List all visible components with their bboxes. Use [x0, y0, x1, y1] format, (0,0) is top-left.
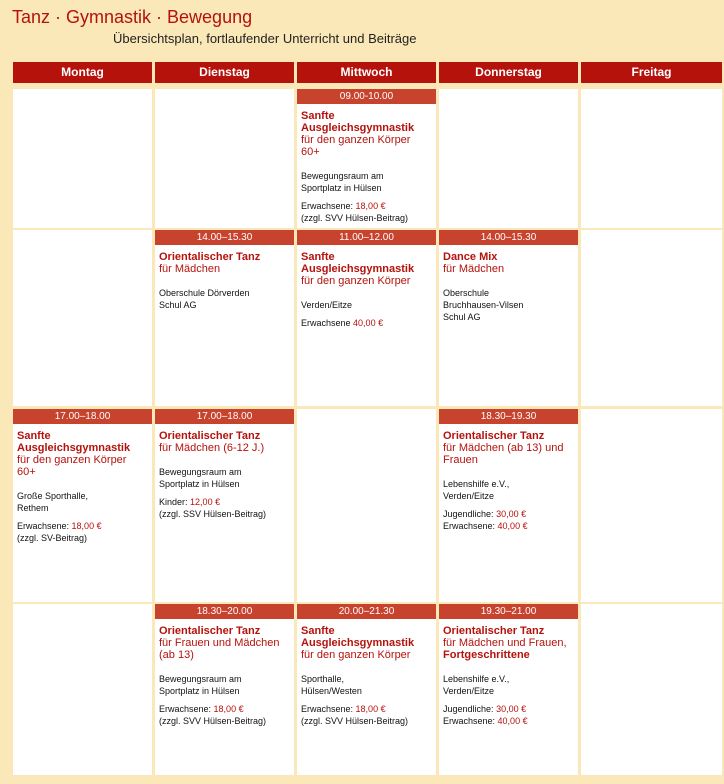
empty-cell	[581, 89, 722, 228]
course-time: 17.00–18.00	[155, 409, 294, 424]
course-time: 11.00–12.00	[297, 230, 436, 245]
empty-cell	[155, 89, 294, 228]
empty-cell	[439, 89, 578, 228]
price-label: Jugendliche:	[443, 704, 494, 714]
course-audience: für den ganzen Körper	[301, 649, 411, 661]
price-label: Jugendliche:	[443, 509, 494, 519]
course-location: Sporthalle,	[301, 674, 345, 684]
course-cell	[297, 89, 436, 228]
course-location: Lebenshilfe e.V.,	[443, 674, 510, 684]
course-time: 14.00–15.30	[439, 230, 578, 245]
price-amount: 12,00 €	[190, 497, 221, 507]
course-location: Bruchhausen-Vilsen	[443, 300, 524, 310]
day-header-donnerstag: Donnerstag	[439, 62, 578, 83]
day-header-montag: Montag	[13, 62, 152, 83]
price-amount: 18,00 €	[213, 704, 244, 714]
course-audience: für Mädchen	[443, 263, 505, 275]
course-name: Orientalischer Tanz	[159, 430, 261, 442]
course-note: (zzgl. SVV Hülsen-Beitrag)	[159, 716, 267, 726]
day-header-dienstag: Dienstag	[155, 62, 294, 83]
course-audience: für Mädchen (ab 13) und Frauen	[443, 442, 564, 466]
course-location: Sportplatz in Hülsen	[159, 479, 240, 489]
course-name: Orientalischer Tanz	[443, 625, 545, 637]
course-note: (zzgl. SVV Hülsen-Beitrag)	[301, 213, 409, 223]
course-time: 18.30–19.30	[439, 409, 578, 424]
course-name: Orientalischer Tanz	[159, 625, 261, 637]
course-audience: für den ganzen Körper	[301, 275, 411, 287]
course-note: (zzgl. SSV Hülsen-Beitrag)	[159, 509, 267, 519]
course-location: Lebenshilfe e.V.,	[443, 479, 510, 489]
course-audience: für Mädchen (6-12 J.)	[159, 442, 265, 454]
course-location: Verden/Eitze	[301, 300, 353, 310]
course-price	[443, 508, 574, 520]
course-price	[443, 703, 574, 715]
empty-cell	[581, 604, 722, 775]
course-location: Bewegungsraum am	[159, 467, 242, 477]
price-amount: 18,00 €	[355, 704, 386, 714]
price-amount: 40,00 €	[353, 318, 384, 328]
course-audience: für Frauen und Mädchen (ab 13)	[159, 637, 280, 661]
course-time: 19.30–21.00	[439, 604, 578, 619]
course-price	[443, 715, 574, 727]
course-note: (zzgl. SV-Beitrag)	[17, 533, 88, 543]
empty-cell	[13, 89, 152, 228]
course-price	[443, 520, 574, 532]
course-name: Orientalischer Tanz	[443, 430, 545, 442]
empty-cell	[581, 409, 722, 602]
course-cell	[297, 604, 436, 775]
price-amount: 30,00 €	[496, 509, 527, 519]
course-location: Rethem	[17, 503, 49, 513]
course-location: Sportplatz in Hülsen	[159, 686, 240, 696]
course-location: Bewegungsraum am	[301, 171, 384, 181]
price-label: Erwachsene:	[443, 716, 496, 726]
day-header-freitag: Freitag	[581, 62, 722, 83]
course-cell	[155, 604, 294, 775]
course-cell	[439, 604, 578, 775]
page-title: Tanz · Gymnastik · Bewegung	[12, 7, 253, 27]
price-label: Erwachsene:	[159, 704, 212, 714]
course-location: Schul AG	[159, 300, 197, 310]
page-subtitle: Übersichtsplan, fortlaufender Unterricht und Beiträge	[113, 31, 417, 46]
course-time: 17.00–18.00	[13, 409, 152, 424]
course-price	[301, 317, 432, 329]
course-time: 14.00–15.30	[155, 230, 294, 245]
course-price	[17, 520, 148, 532]
course-name: Sanfte Ausgleichsgymnastik	[301, 625, 415, 649]
course-price	[159, 703, 290, 715]
price-label: Kinder:	[159, 497, 188, 507]
course-cell	[297, 230, 436, 406]
course-location: Bewegungsraum am	[159, 674, 242, 684]
price-amount: 40,00 €	[497, 716, 528, 726]
price-amount: 18,00 €	[71, 521, 102, 531]
course-cell	[13, 409, 152, 602]
course-price	[301, 200, 432, 212]
course-time: 09.00-10.00	[297, 89, 436, 104]
course-audience: für Mädchen	[159, 263, 221, 275]
course-time: 20.00–21.30	[297, 604, 436, 619]
empty-cell	[13, 230, 152, 406]
course-location: Oberschule Dörverden	[159, 288, 250, 298]
course-audience: für Mädchen und Frauen,	[443, 637, 567, 649]
course-name: Sanfte Ausgleichsgymnastik	[17, 430, 131, 454]
course-cell	[155, 230, 294, 406]
course-location: Verden/Eitze	[443, 491, 495, 501]
course-level: Fortgeschrittene	[443, 649, 530, 661]
course-cell	[439, 409, 578, 602]
course-location: Sportplatz in Hülsen	[301, 183, 382, 193]
course-audience: für den ganzen Körper 60+	[301, 134, 411, 158]
course-name: Orientalischer Tanz	[159, 251, 261, 263]
price-label: Erwachsene:	[17, 521, 70, 531]
course-cell	[155, 409, 294, 602]
price-amount: 30,00 €	[496, 704, 527, 714]
price-label: Erwachsene:	[301, 704, 354, 714]
course-location: Oberschule	[443, 288, 490, 298]
course-location: Große Sporthalle,	[17, 491, 89, 501]
course-location: Schul AG	[443, 312, 481, 322]
course-note: (zzgl. SVV Hülsen-Beitrag)	[301, 716, 409, 726]
course-price	[159, 496, 290, 508]
course-audience: für den ganzen Körper 60+	[17, 454, 127, 478]
course-name: Sanfte Ausgleichsgymnastik	[301, 110, 415, 134]
course-name: Dance Mix	[443, 251, 498, 263]
empty-cell	[581, 230, 722, 406]
course-location: Verden/Eitze	[443, 686, 495, 696]
price-amount: 40,00 €	[497, 521, 528, 531]
price-label: Erwachsene:	[301, 201, 354, 211]
course-location: Hülsen/Westen	[301, 686, 362, 696]
price-label: Erwachsene:	[443, 521, 496, 531]
course-cell	[439, 230, 578, 406]
course-time: 18.30–20.00	[155, 604, 294, 619]
course-price	[301, 703, 432, 715]
course-name: Sanfte Ausgleichsgymnastik	[301, 251, 415, 275]
empty-cell	[13, 604, 152, 775]
empty-cell	[297, 409, 436, 602]
price-amount: 18,00 €	[355, 201, 386, 211]
day-header-mittwoch: Mittwoch	[297, 62, 436, 83]
price-label: Erwachsene	[301, 318, 351, 328]
